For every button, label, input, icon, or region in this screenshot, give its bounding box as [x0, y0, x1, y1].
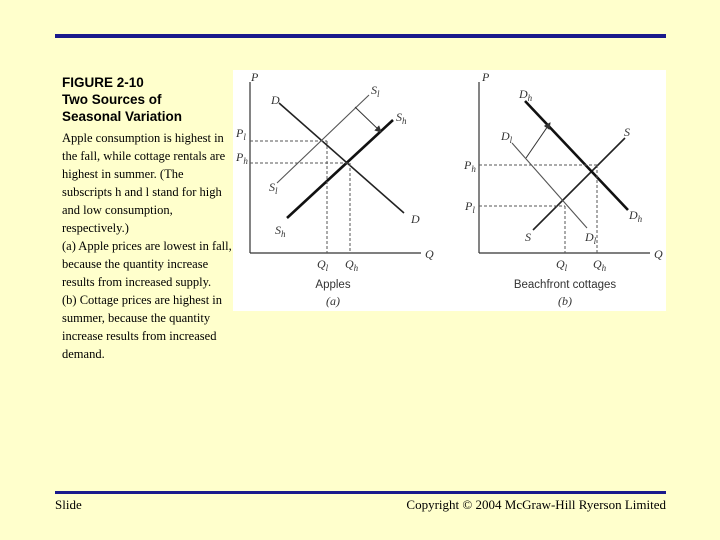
- panel-a-supply-shift-arrow: [355, 107, 381, 132]
- bottom-rule: [55, 491, 666, 494]
- panel-a-demand-end-label: D: [411, 212, 420, 226]
- panel-b-p-axis-label: P: [482, 70, 490, 84]
- panel-b-price-high-label: $P_h$: [464, 158, 476, 174]
- panel-b-price-low-label: $P_l$: [465, 199, 475, 215]
- panel-a-demand-label: D: [271, 93, 280, 107]
- panel-b-demand-shift-arrow: [526, 123, 550, 158]
- panel-b-supply-end-label: S: [525, 230, 531, 244]
- panel-b-demand-low-label: $D_l$: [501, 129, 513, 145]
- panel-b: [463, 70, 663, 308]
- panel-b-panel-label: (b): [558, 294, 572, 308]
- panel-a-demand-curve: [279, 103, 404, 213]
- figure-caption: [62, 74, 234, 363]
- panel-b-demand-high-end-label: $D_h$: [629, 208, 643, 224]
- panel-a-market-label: Apples: [315, 279, 351, 291]
- panel-b-q-high-label: $Q_h$: [593, 257, 607, 273]
- panel-a-q-low-label: $Q_l$: [317, 257, 329, 273]
- footer-slide-label: Slide: [55, 497, 82, 512]
- panel-a-price-low-label: $P_l$: [236, 126, 246, 142]
- panel-a: [235, 70, 434, 308]
- figure-part-b-text: (b) Cottage prices are highest in summer, because the quantity increase results from increased demand.: [62, 293, 223, 361]
- panel-b-supply-curve: [533, 138, 625, 230]
- panel-b-demand-high-label: $D_h$: [519, 87, 533, 103]
- panel-a-q-axis-label: Q: [425, 247, 434, 261]
- supply-demand-diagram: [233, 70, 666, 311]
- diagram-svg: [233, 70, 666, 311]
- panel-a-supply-low-label: $S_l$: [371, 83, 380, 99]
- figure-part-a-text: (a) Apple prices are lowest in fall, because the quantity increase results from increased supply.: [62, 239, 232, 289]
- panel-a-price-high-label: $P_h$: [236, 150, 248, 166]
- panel-b-q-low-label: $Q_l$: [556, 257, 568, 273]
- figure-title: [62, 74, 234, 125]
- panel-b-demand-high-curve: [525, 101, 628, 210]
- figure-description: Apple consumption is highest in the fall, while cottage rentals are highest in summer. (The subscripts h and l stand for high and low consumption, respectively.): [62, 131, 226, 235]
- footer-copyright: Copyright © 2004 McGraw-Hill Ryerson Limited: [406, 497, 666, 512]
- figure-number: FIGURE 2-10: [62, 75, 144, 90]
- panel-a-supply-high-label: $S_h$: [396, 110, 407, 126]
- panel-b-q-axis-label: Q: [654, 247, 663, 261]
- panel-a-panel-label: (a): [326, 294, 340, 308]
- panel-b-supply-label: S: [624, 125, 630, 139]
- panel-a-supply-low-end-label: $S_l$: [269, 180, 278, 196]
- top-rule: [55, 34, 666, 38]
- figure-title-line: Two Sources of: [62, 92, 162, 107]
- panel-a-p-axis-label: P: [251, 70, 259, 84]
- panel-a-supply-high-end-label: $S_h$: [275, 223, 286, 239]
- figure-title-line: Seasonal Variation: [62, 109, 183, 124]
- panel-a-q-high-label: $Q_h$: [345, 257, 359, 273]
- panel-b-demand-low-end-label: $D_l$: [585, 230, 597, 246]
- panel-a-supply-high-curve: [287, 120, 393, 218]
- panel-b-market-label: Beachfront cottages: [513, 279, 617, 291]
